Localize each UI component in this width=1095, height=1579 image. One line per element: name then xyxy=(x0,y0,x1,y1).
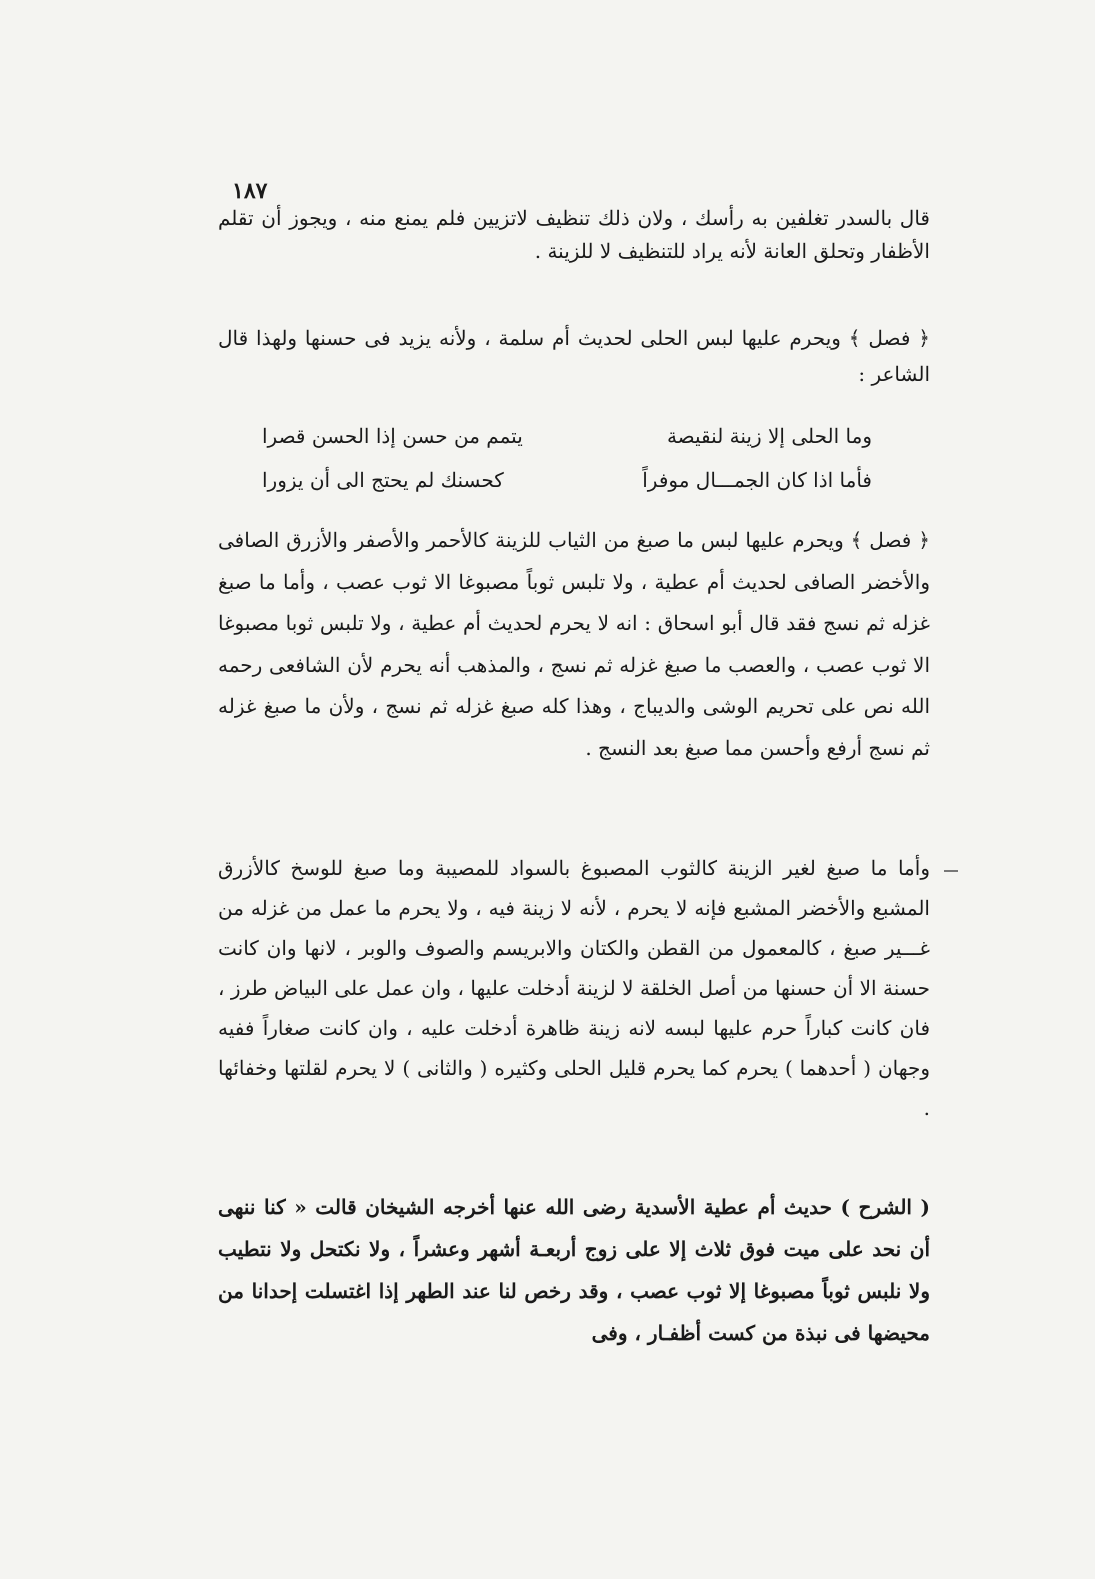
paragraph-intro xyxy=(218,202,930,268)
paragraph-text: ﴿ فصل ﴾ ويحرم عليها لبس ما صبغ من الثياب للزينة كالأحمر والأصفر والأزرق الصافى والأخضر الصافى لحديث أم عطية ، ولا تلبس ثوباً مصبوغا الا ثوب عصب ، وأما ما صبغ غزله ثم نسج فقد قال أبو اسحاق : انه لا يحرم لحديث أم عطية ، ولا تلبس ثوبا مصبوغا الا ثوب عصب ، والعصب ما صبغ غزله ثم نسج ، والمذهب أنه يحرم لأن الشافعى رحمه الله نص على تحريم الوشى والديباج ، وهذا كله صبغ غزله ثم نسج ، ولأن ما صبغ غزله ثم نسج أرفع وأحسن مما صبغ بعد النسج . xyxy=(218,528,930,760)
paragraph-non-adornment xyxy=(218,848,930,1128)
hemistich-second: يتمم من حسن إذا الحسن قصرا xyxy=(262,424,523,448)
poem-verse xyxy=(262,458,872,502)
hemistich-first: فأما اذا كان الجمـــال موفراً xyxy=(642,468,872,492)
page-number: ١٨٧ xyxy=(232,178,268,204)
section-jewelry xyxy=(218,320,930,392)
poem xyxy=(262,414,872,502)
paragraph-text: قال بالسدر تغلفين به رأسك ، ولان ذلك تنظيف لاتزيين فلم يمنع منه ، ويجوز أن تقلم الأظفار وتحلق العانة لأنه يراد للتنظيف لا للزينة . xyxy=(218,206,930,263)
paragraph-text: ( الشرح ) حديث أم عطية الأسدية رضى الله عنها أخرجه الشيخان قالت « كنا ننهى أن نحد على ميت فوق ثلاث إلا على زوج أربعـة أشهر وعشراً ، ولا نكتحل ولا نتطيب ولا نلبس ثوباً مصبوغا إلا ثوب عصب ، وقد رخص لنا عند الطهر إذا اغتسلت إحدانا من محيضها فى نبذة من كست أظفـار ، وفى xyxy=(218,1195,930,1345)
commentary xyxy=(218,1186,930,1354)
margin-mark xyxy=(944,870,958,872)
hemistich-first: وما الحلى إلا زينة لنقيصة xyxy=(666,424,872,448)
paragraph-text: ﴿ فصل ﴾ ويحرم عليها لبس الحلى لحديث أم سلمة ، ولأنه يزيد فى حسنها ولهذا قال الشاعر : xyxy=(218,326,930,386)
section-dyed-clothes xyxy=(218,520,930,769)
poem-verse xyxy=(262,414,872,458)
paragraph-text: وأما ما صبغ لغير الزينة كالثوب المصبوغ بالسواد للمصيبة وما صبغ للوسخ كالأزرق المشبع والأخضر المشبع فإنه لا يحرم ، لأنه لا زينة فيه ، ولا يحرم ما عمل من غزله من غـــير صبغ ، كالمعمول من القطن والكتان والابريسم والصوف والوبر ، لانها وان كانت حسنة الا أن حسنها من أصل الخلقة لا لزينة أدخلت عليها ، وان عمل على البياض طرز ، فان كانت كباراً حرم عليها لبسه لانه زينة ظاهرة أدخلت عليه ، وان كانت صغاراً ففيه وجهان ( أحدهما ) يحرم كما يحرم قليل الحلى وكثيره ( والثانى ) لا يحرم لقلتها وخفائها . xyxy=(218,856,930,1120)
hemistich-second: كحسنك لم يحتج الى أن يزورا xyxy=(262,468,504,492)
